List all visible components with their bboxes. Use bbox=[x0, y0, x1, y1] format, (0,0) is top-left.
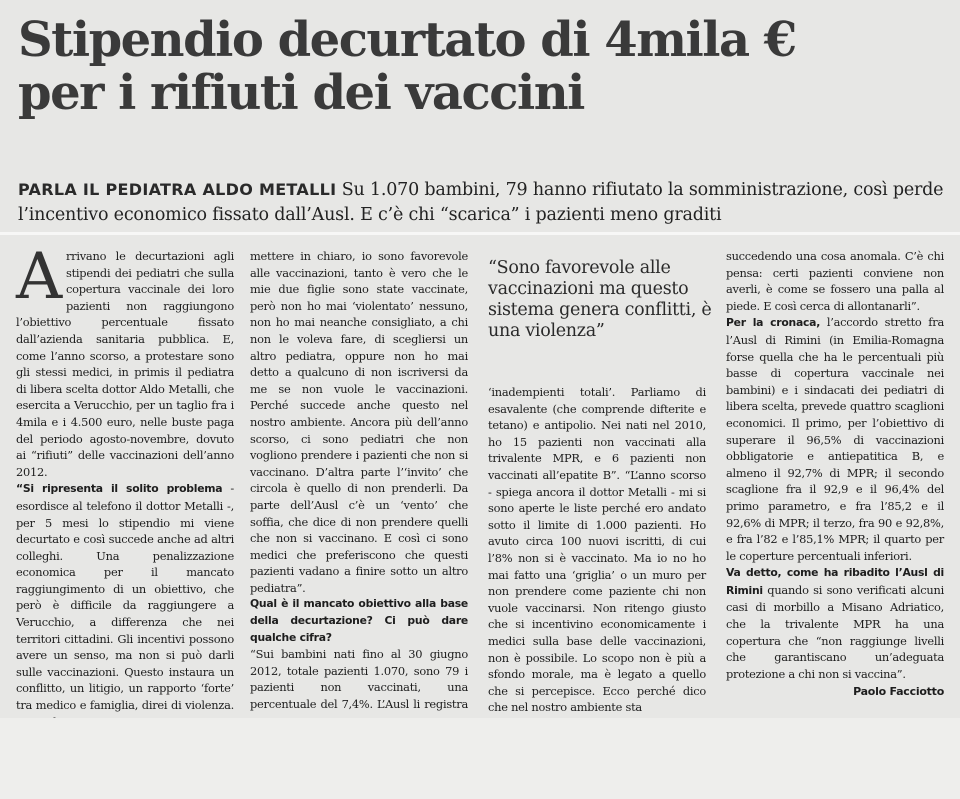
subheadline bbox=[18, 177, 948, 228]
subheadline-kicker: PARLA IL PEDIATRA ALDO METALLI bbox=[18, 180, 337, 199]
column-1-paragraph-2 bbox=[16, 480, 234, 730]
headline-line-1: Stipendio decurtato di 4mila € bbox=[18, 12, 796, 68]
subheadline-text: Su 1.070 bambini, 79 hanno rifiutato la somministrazione, così perde l’incentivo economico fissato dall’Ausl. E c’è chi “scarica” i pazienti meno graditi bbox=[18, 180, 944, 225]
column-4-paragraph-2-text: l’accordo stretto fra l’Ausl di Rimini (in Emilia-Romagna forse quella che ha le percentuali più basse di copertura vaccinale nei bambini) e i sindacati dei pediatri di libera scelta, prevede quattro scaglioni economici. Il primo, per l’obiettivo di superare il 96,5% di vaccinazioni obbligatorie e antiepatitica B, e almeno il 92,7% di MPR; il secondo scaglione fra il 92,9 e il 96,4% del primo parametro, e fra l’85,2 e il 92,6% di MPR; il terzo, fra 90 e 92,8%, e fra l’82 e l’85,1% MPR; il quarto per le coperture percentuali inferiori. bbox=[726, 315, 945, 563]
interview-question: Qual è il mancato obiettivo alla base della decurtazione? Ci può dare qualche cifra? bbox=[250, 597, 468, 644]
column-4-paragraph-2 bbox=[726, 314, 944, 564]
article-column-4 bbox=[726, 248, 944, 701]
column-4-paragraph-1: succedendo una cosa anomala. C’è chi pensa: certi pazienti conviene non averli, è come se fossero una palla al piede. E così cerca di allontanarli”. bbox=[726, 249, 944, 313]
article-column-1 bbox=[16, 240, 234, 730]
page-margin bbox=[0, 718, 960, 799]
column-4-lead-in-ausl: Va detto, come ha ribadito l’Ausl di Rimini bbox=[726, 566, 944, 597]
headline bbox=[18, 14, 948, 120]
pull-quote: “Sono favorevole alle vaccinazioni ma questo sistema genera conflitti, è una violenza” bbox=[488, 258, 712, 341]
article-column-2 bbox=[250, 248, 468, 729]
author-byline: Paolo Facciotto bbox=[853, 685, 944, 699]
column-2-paragraph-1: mettere in chiaro, io sono favorevole alle vaccinazioni, tanto è vero che le mie due figlie sono state vaccinate, però non ho mai ‘violentato’ nessuno, non ho mai neanche consigliato, a chi non le voleva fare, di scegliersi un altro pediatra, oppure non ho mai detto a qualcuno di non iscriversi da me se non vuole le vaccinazioni. Perché succede anche questo nel nostro ambiente. Ancora più dell’anno scorso, ci sono pediatri che non vogliono prendere i pazienti che non si vaccinano. D’altra parte l’‘invito’ che circola è quello di non prenderli. Da parte dell’Ausl c’è un ‘vento’ che soffia, che dice di non prendere quelli che non si vaccinano. E così ci sono medici che preferiscono che questi pazienti vadano a finire sotto un altro pediatra”. bbox=[250, 249, 468, 595]
section-divider bbox=[0, 232, 960, 235]
column-4-paragraph-3-text: quando si sono verificati alcuni casi di morbillo a Misano Adriatico, che la trivalente MPR ha una copertura che “non raggiunge livelli che garantiscano un’adeguata protezione a chi non si vaccina”. bbox=[726, 582, 944, 681]
drop-cap: A bbox=[16, 240, 62, 314]
column-2-paragraph-2: “Sui bambini nati fino al 30 giugno 2012, totale pazienti 1.070, sono 79 i pazienti non vaccinati, una percentuale del 7,4%. L’Ausl li registra bbox=[250, 647, 468, 712]
column-1-paragraph-2-text: - esordisce al telefono il dottor Metalli -, per 5 mesi lo stipendio mi viene decurtato e così succede anche ad altri colleghi. Una penalizzazione economica per il mancato raggiungimento di un obiettivo, che però è difficile da raggiungere a Verucchio, a differenza che nei territori cittadini. Gli incentivi possono avere un senso, ma non si può darli sulle vaccinazioni. Questo instaura un conflitto, un litigio, un rapporto ‘forte’ tra medico e famiglia, direi di violenza. bbox=[16, 481, 234, 713]
article-body bbox=[0, 238, 960, 718]
article-column-3 bbox=[488, 384, 706, 716]
headline-line-2: per i rifiuti dei vaccini bbox=[18, 65, 584, 121]
column-3-paragraph-1: ‘inadempienti totali’. Parliamo di esavalente (che comprende difterite e tetano) e antipolio. Nei nati nel 2010, ho 15 pazienti non vaccinati alla trivalente MPR, e 6 pazienti non vaccinati all’epatite B”. “L’anno scorso - spiega ancora il dottor Metalli - mi si sono aperte le liste perché ero andato sotto il limite di 1.000 pazienti. Ho avuto circa 100 nuovi iscritti, di cui l’8% non si è vaccinato. Ma io no ho mai fatto una ‘griglia’ o un muro per non prendere come paziente chi non vuole vaccinarsi. Non ritengo giusto che si incentivino economicamente i medici sulla base delle vaccinazioni, non è possibile. Lo scopo non è più a sfondo morale, ma è legato a quello che si percepisce. Ecco perché dico che nel nostro ambiente sta bbox=[488, 385, 706, 715]
column-1-paragraph-1: rrivano le decurtazioni agli stipendi dei pediatri che sulla copertura vaccinale dei loro pazienti non raggiungono l’obiettivo percentuale fissato dall’azienda sanitaria pubblica. E, come l’anno scorso, a protestare sono gli stessi medici, in primis il pediatra di libera scelta dottor Aldo Metalli, che esercita a Verucchio, per un taglio fra i 4mila e i 4.500 euro, nelle buste paga del periodo agosto-novembre, dovuto ai “rifiuti” delle vaccinazioni dell’anno 2012. bbox=[16, 249, 234, 479]
column-4-lead-in-cronaca: Per la cronaca, bbox=[726, 316, 821, 330]
column-1-lead-in: “Si ripresenta il solito problema bbox=[16, 482, 223, 496]
column-4-paragraph-3 bbox=[726, 564, 944, 682]
